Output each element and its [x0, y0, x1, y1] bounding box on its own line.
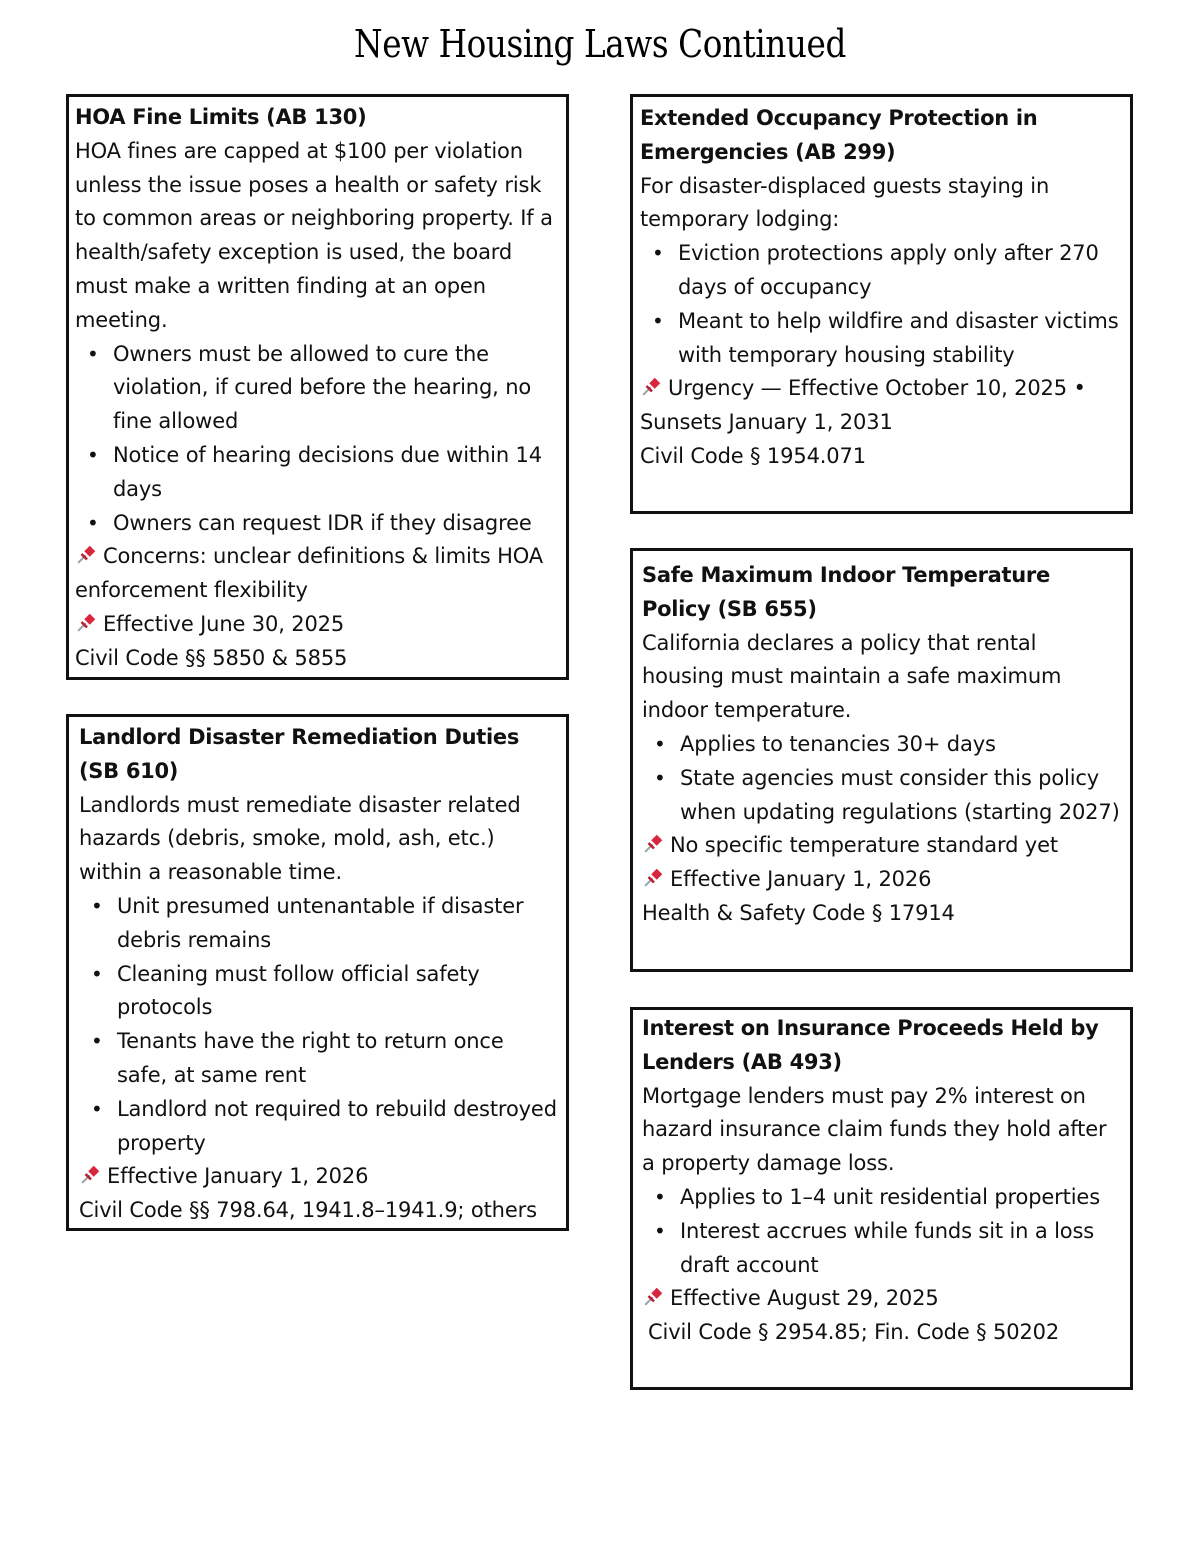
bullet-list	[75, 338, 560, 541]
card-intro: Landlords must remediate disaster related hazards (debris, smoke, mold, ash, etc.) within a reasonable time.	[79, 792, 521, 885]
list-item: • Unit presumed untenantable if disaster debris remains	[79, 890, 560, 958]
code-citation: Civil Code § 1954.071	[640, 443, 866, 468]
code-citation: Civil Code § 2954.85; Fin. Code § 50202	[648, 1320, 1060, 1345]
card-title: Interest on Insurance Proceeds Held by Lenders (AB 493)	[642, 1016, 1099, 1074]
effective-text: Effective August 29, 2025	[670, 1286, 939, 1311]
effective-text: Effective January 1, 2026	[670, 867, 932, 892]
pushpin-icon	[642, 866, 666, 888]
effective-date	[79, 1160, 560, 1194]
list-item: • Interest accrues while funds sit in a loss draft account	[642, 1215, 1124, 1283]
card-title: Safe Maximum Indoor Temperature Policy (SB 655)	[642, 563, 1050, 621]
effective-date	[640, 372, 1124, 440]
card-extended-occupancy	[630, 94, 1133, 514]
pushpin-icon	[75, 611, 99, 633]
card-landlord-remediation	[66, 714, 569, 1231]
list-item: • Owners must be allowed to cure the violation, if cured before the hearing, no fine allowed	[75, 338, 560, 439]
note-text: No specific temperature standard yet	[670, 833, 1058, 858]
code-citation: Health & Safety Code § 17914	[642, 900, 955, 925]
list-item: • Landlord not required to rebuild destroyed property	[79, 1093, 560, 1161]
card-intro: HOA fines are capped at $100 per violation unless the issue poses a health or safety risk to common areas or neighboring property. If a health/safety exception is used, the board must make a written finding at an open meeting.	[75, 138, 553, 332]
list-item: • Applies to tenancies 30+ days	[642, 728, 1124, 762]
card-title: HOA Fine Limits (AB 130)	[75, 105, 367, 129]
pushpin-icon	[75, 543, 99, 565]
effective-date	[642, 1282, 1124, 1316]
card-intro: For disaster-displaced guests staying in temporary lodging:	[640, 173, 1050, 232]
card-indoor-temperature	[630, 548, 1133, 972]
card-hoa-fine-limits	[66, 94, 569, 680]
list-item: • Owners can request IDR if they disagree	[75, 507, 560, 541]
list-item: • Notice of hearing decisions due within 14 days	[75, 439, 560, 507]
list-item: • State agencies must consider this policy when updating regulations (starting 2027)	[642, 762, 1124, 830]
card-intro: Mortgage lenders must pay 2% interest on hazard insurance claim funds they hold after a property damage loss.	[642, 1083, 1107, 1176]
card-title: Landlord Disaster Remediation Duties (SB 610)	[79, 725, 520, 783]
concerns-note	[75, 540, 560, 608]
note	[642, 829, 1124, 863]
pushpin-icon	[640, 375, 664, 397]
bullet-list	[642, 1181, 1124, 1282]
list-item: • Meant to help wildfire and disaster victims with temporary housing stability	[640, 305, 1124, 373]
code-citation: Civil Code §§ 5850 & 5855	[75, 645, 348, 670]
effective-text: Urgency — Effective October 10, 2025 • Sunsets January 1, 2031	[640, 376, 1086, 435]
list-item: • Applies to 1–4 unit residential properties	[642, 1181, 1124, 1215]
list-item: • Eviction protections apply only after 270 days of occupancy	[640, 237, 1124, 305]
page-title: New Housing Laws Continued	[354, 22, 846, 66]
effective-date	[642, 863, 1124, 897]
effective-text: Effective June 30, 2025	[103, 611, 345, 636]
bullet-list	[640, 237, 1124, 372]
effective-date	[75, 608, 560, 642]
bullet-list	[642, 728, 1124, 829]
card-insurance-interest	[630, 1007, 1133, 1390]
list-item: • Tenants have the right to return once safe, at same rent	[79, 1025, 560, 1093]
list-item: • Cleaning must follow official safety protocols	[79, 958, 560, 1026]
concerns-text: Concerns: unclear definitions & limits HOA enforcement flexibility	[75, 544, 543, 603]
bullet-list	[79, 890, 560, 1160]
pushpin-icon	[642, 1285, 666, 1307]
card-intro: California declares a policy that rental housing must maintain a safe maximum indoor temperature.	[642, 630, 1062, 723]
pushpin-icon	[79, 1163, 103, 1185]
card-title: Extended Occupancy Protection in Emergencies (AB 299)	[640, 106, 1038, 164]
code-citation: Civil Code §§ 798.64, 1941.8–1941.9; others	[79, 1198, 537, 1223]
effective-text: Effective January 1, 2026	[107, 1164, 369, 1189]
pushpin-icon	[642, 832, 666, 854]
